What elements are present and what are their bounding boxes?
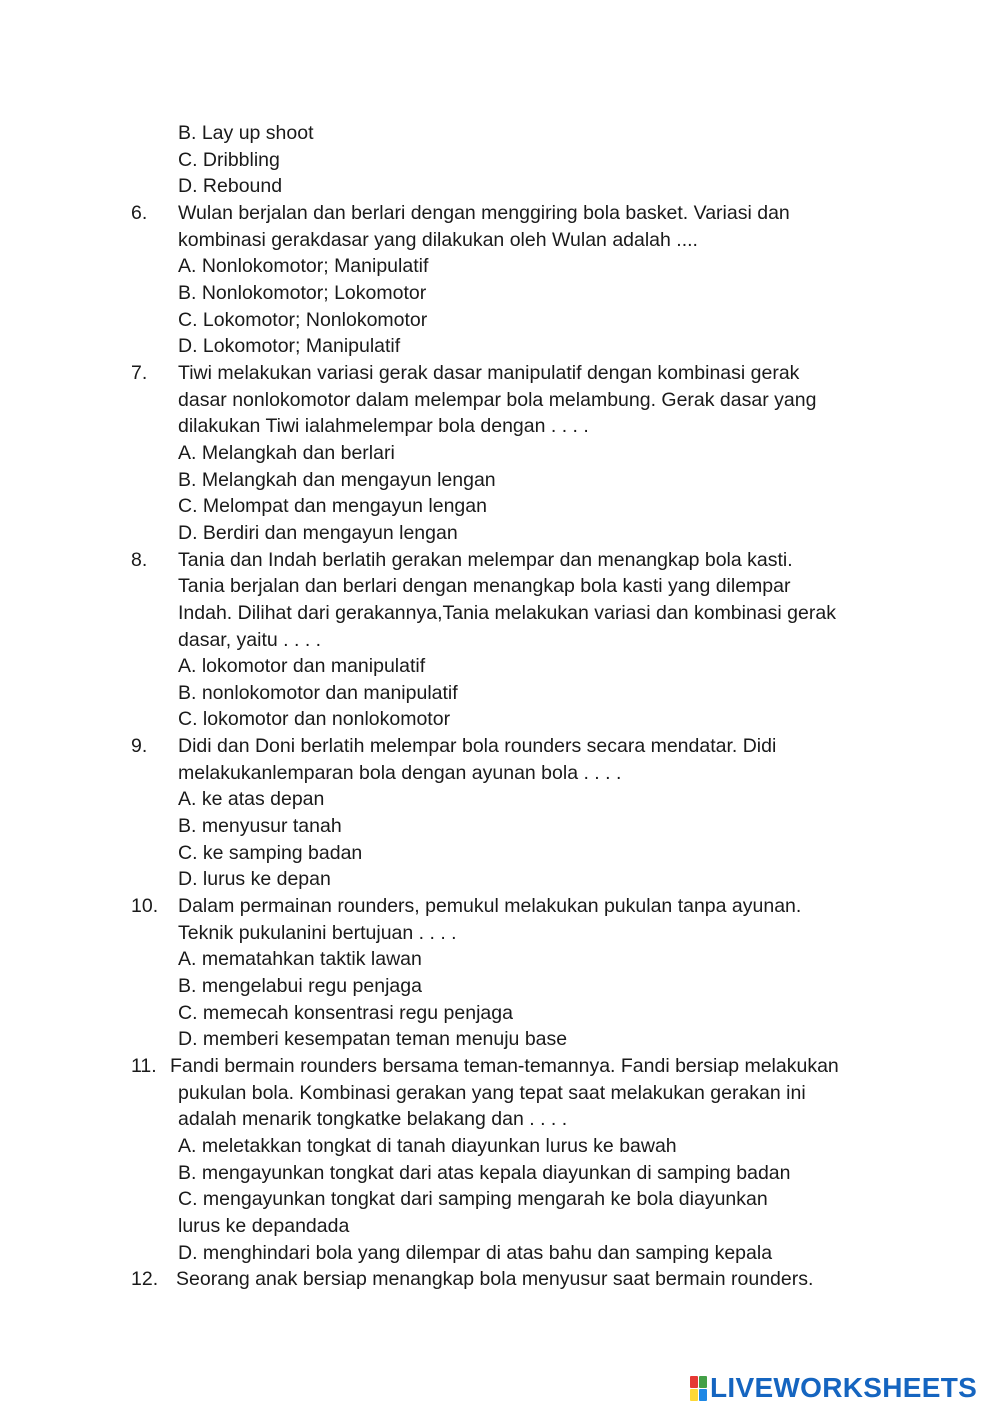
logo-block-icon bbox=[699, 1376, 707, 1388]
logo-block-icon bbox=[699, 1389, 707, 1401]
question-number: 8. bbox=[131, 549, 148, 571]
question-number: 10. bbox=[131, 895, 159, 917]
option-line: C. Dribbling bbox=[178, 149, 280, 171]
question-text: dasar nonlokomotor dalam melempar bola melambung. Gerak dasar yang bbox=[178, 389, 817, 411]
question-text: Tania berjalan dan berlari dengan menangkap bola kasti yang dilempar bbox=[178, 575, 791, 597]
option-line: C. lokomotor dan nonlokomotor bbox=[178, 708, 451, 730]
option-line: B. Lay up shoot bbox=[178, 122, 314, 144]
question-text: Seorang anak bersiap menangkap bola menyusur saat bermain rounders. bbox=[176, 1268, 814, 1290]
option-line: A. mematahkan taktik lawan bbox=[178, 948, 422, 970]
option-line: D. lurus ke depan bbox=[178, 868, 331, 890]
question-number: 12. bbox=[131, 1268, 159, 1290]
option-line: D. memberi kesempatan teman menuju base bbox=[178, 1028, 568, 1050]
question-text: Fandi bermain rounders bersama teman-temannya. Fandi bersiap melakukan bbox=[170, 1055, 839, 1077]
question-text: Indah. Dilihat dari gerakannya,Tania melakukan variasi dan kombinasi gerak bbox=[178, 602, 836, 624]
option-line: A. meletakkan tongkat di tanah diayunkan lurus ke bawah bbox=[178, 1135, 677, 1157]
question-number: 7. bbox=[131, 362, 148, 384]
option-line: D. Berdiri dan mengayun lengan bbox=[178, 522, 458, 544]
option-line: B. nonlokomotor dan manipulatif bbox=[178, 682, 458, 704]
question-text: Wulan berjalan dan berlari dengan menggiring bola basket. Variasi dan bbox=[178, 202, 790, 224]
option-line: C. Melompat dan mengayun lengan bbox=[178, 495, 487, 517]
question-number: 9. bbox=[131, 735, 148, 757]
option-line: B. Melangkah dan mengayun lengan bbox=[178, 469, 496, 491]
option-line: A. lokomotor dan manipulatif bbox=[178, 655, 426, 677]
option-line: C. Lokomotor; Nonlokomotor bbox=[178, 309, 428, 331]
question-text: Didi dan Doni berlatih melempar bola rounders secara mendatar. Didi bbox=[178, 735, 777, 757]
option-line: B. mengelabui regu penjaga bbox=[178, 975, 422, 997]
question-text: kombinasi gerakdasar yang dilakukan oleh Wulan adalah .... bbox=[178, 229, 698, 251]
option-line: A. Melangkah dan berlari bbox=[178, 442, 395, 464]
option-line: C. ke samping badan bbox=[178, 842, 363, 864]
question-text: pukulan bola. Kombinasi gerakan yang tepat saat melakukan gerakan ini bbox=[178, 1082, 806, 1104]
option-line: D. menghindari bola yang dilempar di atas bahu dan samping kepala bbox=[178, 1242, 773, 1264]
option-line: lurus ke depandada bbox=[178, 1215, 350, 1237]
logo-block-icon bbox=[690, 1376, 698, 1388]
option-line: A. Nonlokomotor; Manipulatif bbox=[178, 255, 429, 277]
option-line: C. mengayunkan tongkat dari samping mengarah ke bola diayunkan bbox=[178, 1188, 768, 1210]
option-line: D. Rebound bbox=[178, 175, 283, 197]
question-number: 11. bbox=[131, 1055, 157, 1077]
option-line: B. mengayunkan tongkat dari atas kepala diayunkan di samping badan bbox=[178, 1162, 791, 1184]
liveworksheets-logo bbox=[690, 1373, 977, 1403]
option-line: A. ke atas depan bbox=[178, 788, 325, 810]
option-line: B. menyusur tanah bbox=[178, 815, 342, 837]
question-number: 6. bbox=[131, 202, 148, 224]
question-text: dilakukan Tiwi ialahmelempar bola dengan . . . . bbox=[178, 415, 589, 437]
question-text: melakukanlemparan bola dengan ayunan bola . . . . bbox=[178, 762, 622, 784]
question-text: adalah menarik tongkatke belakang dan . . . . bbox=[178, 1108, 568, 1130]
logo-block-icon bbox=[690, 1389, 698, 1401]
question-text: Dalam permainan rounders, pemukul melakukan pukulan tanpa ayunan. bbox=[178, 895, 802, 917]
logo-mark-icon bbox=[690, 1376, 707, 1401]
option-line: B. Nonlokomotor; Lokomotor bbox=[178, 282, 427, 304]
question-text: Teknik pukulanini bertujuan . . . . bbox=[178, 922, 457, 944]
option-line: D. Lokomotor; Manipulatif bbox=[178, 335, 401, 357]
question-text: Tania dan Indah berlatih gerakan melempar dan menangkap bola kasti. bbox=[178, 549, 793, 571]
logo-text: LIVEWORKSHEETS bbox=[710, 1372, 978, 1403]
option-line: C. memecah konsentrasi regu penjaga bbox=[178, 1002, 513, 1024]
question-text: Tiwi melakukan variasi gerak dasar manipulatif dengan kombinasi gerak bbox=[178, 362, 800, 384]
question-text: dasar, yaitu . . . . bbox=[178, 629, 322, 651]
